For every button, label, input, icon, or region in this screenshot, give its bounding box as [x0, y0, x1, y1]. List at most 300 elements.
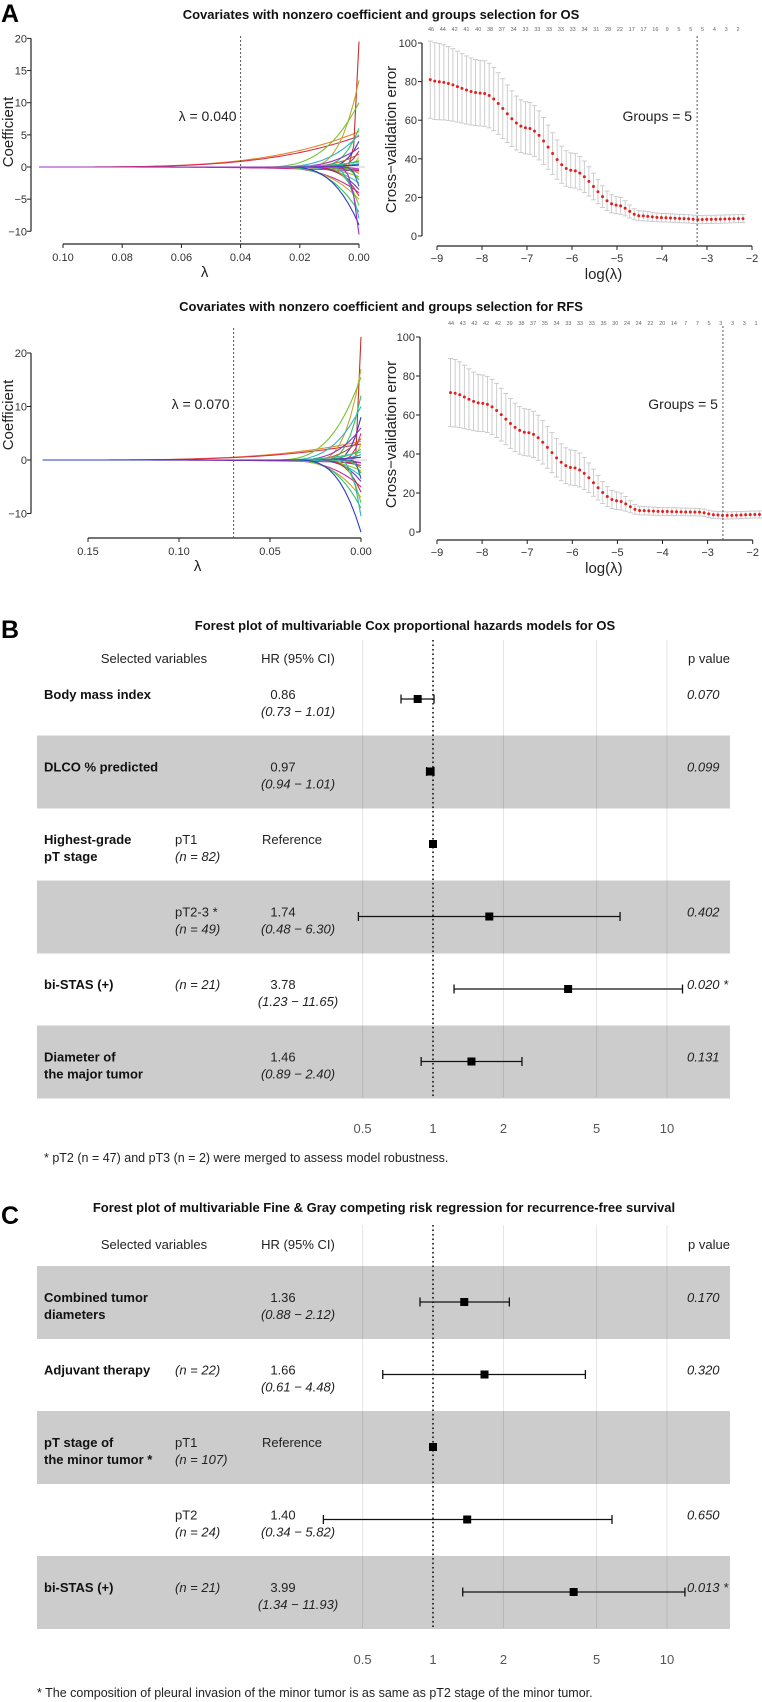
x-tick-label: 5 [592, 1121, 601, 1136]
cv-point [429, 78, 432, 81]
confidence-interval: (0.88 − 2.12) [260, 1307, 336, 1322]
coefficient-path-1 [39, 136, 359, 167]
nonzero-count-label: 30 [612, 321, 619, 327]
cv-point [597, 486, 600, 489]
cv-point [497, 102, 500, 105]
cv-point [510, 117, 513, 120]
hazard-ratio: 1.46 [270, 1049, 296, 1065]
x-tick-label: 1 [429, 1121, 437, 1136]
cv-point [728, 217, 731, 220]
x-tick-label: −6 [565, 253, 579, 265]
confidence-interval: (0.89 − 2.40) [260, 1066, 336, 1082]
y-tick-label: 0 [20, 455, 27, 467]
confidence-interval: (0.48 − 6.30) [260, 921, 336, 937]
cv-point [610, 498, 613, 501]
cv-point [592, 481, 595, 484]
cv-point [488, 94, 491, 97]
cv-point [514, 426, 517, 429]
subgroup-label: (n = 24) [175, 1524, 221, 1540]
coefficient-path-28 [39, 167, 359, 206]
x-tick-label: 0.00 [350, 546, 372, 558]
p-value: 0.131 [687, 1049, 720, 1065]
cv-point [726, 514, 729, 517]
hazard-ratio-marker [460, 1298, 468, 1306]
coefficient-path-28 [43, 460, 362, 503]
nonzero-count-label: 5 [689, 27, 693, 33]
x-tick-label: −8 [475, 253, 489, 265]
cv-point [518, 429, 521, 432]
cv-point [737, 217, 740, 220]
cv-point [620, 500, 623, 503]
panel-letter-b: B [1, 616, 20, 644]
cv-point [454, 392, 457, 395]
cv-point [550, 451, 553, 454]
x-tick-label: −9 [430, 253, 444, 265]
nonzero-count-label: 42 [483, 321, 490, 327]
cv-point [687, 217, 690, 220]
x-tick-label: 10 [659, 1652, 675, 1667]
subgroup-label: (n = 49) [175, 921, 221, 937]
shaded-row-band [37, 1411, 730, 1484]
cv-point [537, 436, 540, 439]
nonzero-count-label: 4 [712, 27, 716, 33]
x-tick-label: 0.04 [229, 252, 252, 264]
coefficient-path-26 [43, 460, 362, 492]
cv-point [596, 190, 599, 193]
cv-point [564, 464, 567, 467]
cv-point [504, 418, 507, 421]
cv-point [723, 218, 726, 221]
cv-point [701, 218, 704, 221]
nonzero-count-label: 17 [628, 27, 635, 33]
cv-point [479, 92, 482, 95]
cv-point [749, 513, 752, 516]
x-tick-label: −3 [701, 547, 714, 559]
cv-point [527, 431, 530, 434]
cv-point [495, 409, 498, 412]
x-tick-label: 2 [499, 1652, 508, 1667]
cv-point [483, 92, 486, 95]
header-hr: HR (95% CI) [261, 1237, 335, 1252]
cv-point [533, 130, 536, 133]
cv-point [610, 202, 613, 205]
panel-letter-c: C [1, 1202, 20, 1230]
cv-point [451, 83, 454, 86]
header-selected-variables: Selected variables [100, 651, 208, 666]
cv-point [638, 509, 641, 512]
cv-point [707, 512, 710, 515]
cv-point [463, 395, 466, 398]
lambda-annotation: λ = 0.070 [171, 396, 230, 412]
nonzero-count-label: 28 [605, 27, 612, 33]
y-tick-label: 40 [402, 449, 415, 461]
y-tick-label: 0 [410, 231, 417, 243]
cv-point [712, 513, 715, 516]
cv-point [574, 169, 577, 172]
cv-point [629, 505, 632, 508]
nonzero-count-label: 3 [731, 321, 735, 327]
hazard-ratio: Reference [262, 832, 322, 847]
cv-point [541, 441, 544, 444]
hazard-ratio: 3.99 [270, 1580, 296, 1595]
y-axis-label: Cross−validation error [383, 65, 400, 214]
cv-point [666, 510, 669, 513]
cv-point [703, 511, 706, 514]
cv-point [740, 514, 743, 517]
nonzero-count-label: 14 [670, 321, 677, 327]
hazard-ratio-marker [485, 913, 493, 921]
hazard-ratio-marker [481, 1371, 489, 1379]
lasso-os-title: Covariates with nonzero coefficient and groups selection for OS [182, 7, 580, 22]
coefficient-path-32 [39, 167, 359, 235]
cv-point [546, 446, 549, 449]
hazard-ratio: 1.66 [270, 1362, 296, 1378]
hazard-ratio-marker [414, 695, 422, 703]
nonzero-count-label: 37 [498, 27, 505, 33]
variable-label: pT stage of [44, 1435, 114, 1450]
cv-point [474, 91, 477, 94]
cv-point [523, 431, 526, 434]
hazard-ratio-marker [426, 768, 434, 776]
cv-point [619, 204, 622, 207]
x-tick-label: 2 [499, 1121, 508, 1136]
cv-point [693, 511, 696, 514]
coefficient-path-3 [39, 42, 359, 167]
x-tick-label: −6 [566, 547, 579, 559]
coefficient-path-30 [43, 460, 362, 516]
subgroup-label: pT1 [175, 1435, 198, 1450]
cv-point [606, 495, 609, 498]
cv-point [465, 89, 468, 92]
cv-point [615, 499, 618, 502]
variable-label: pT stage [44, 849, 98, 864]
y-tick-label: 20 [402, 488, 415, 500]
cv-point [735, 514, 738, 517]
variable-label: Combined tumor [44, 1290, 148, 1305]
y-tick-label: 80 [402, 371, 415, 383]
cv-point [615, 204, 618, 207]
x-tick-label: −5 [610, 253, 624, 265]
coefficient-path-0 [39, 132, 359, 167]
cv-point [583, 472, 586, 475]
nonzero-count-label: 9 [665, 27, 669, 33]
x-axis-label: log(λ) [584, 266, 623, 283]
x-tick-label: 0.15 [77, 546, 99, 558]
forest-os-title: Forest plot of multivariable Cox proportional hazards models for OS [194, 618, 616, 633]
x-tick-label: 0.10 [52, 252, 74, 264]
cv-point [442, 81, 445, 84]
cv-point [730, 514, 733, 517]
nonzero-count-label: 33 [546, 27, 553, 33]
y-tick-label: 40 [404, 153, 417, 166]
header-hr: HR (95% CI) [261, 651, 335, 666]
cv-point [560, 163, 563, 166]
cv-point [438, 80, 441, 83]
cv-point [578, 172, 581, 175]
cv-point [458, 393, 461, 396]
cv-point [675, 510, 678, 513]
forest-rfs-title: Forest plot of multivariable Fine & Gray competing risk regression for recurrence-free survival [92, 1200, 676, 1215]
cv-point [633, 213, 636, 216]
cv-point [592, 185, 595, 188]
cv-point [732, 217, 735, 220]
variable-label: the major tumor [44, 1066, 143, 1082]
nonzero-count-label: 34 [581, 27, 588, 33]
cv-point [538, 134, 541, 137]
confidence-interval: (0.34 − 5.82) [260, 1524, 336, 1540]
cv-point [680, 510, 683, 513]
nonzero-count-label: 20 [659, 321, 666, 327]
nonzero-count-label: 17 [640, 27, 647, 33]
y-tick-label: 80 [404, 76, 417, 89]
y-tick-label: 20 [404, 192, 417, 205]
x-tick-label: −2 [746, 547, 759, 559]
cv-point [486, 403, 489, 406]
nonzero-count-label: 41 [463, 27, 470, 33]
y-tick-label: 20 [14, 348, 27, 360]
coefficient-path-20 [39, 167, 359, 177]
nonzero-count-label: 7 [684, 321, 688, 327]
cv-point [742, 217, 745, 220]
cv-point [678, 217, 681, 220]
cv-point [601, 491, 604, 494]
x-tick-label: 0.08 [111, 252, 133, 264]
cv-point [515, 122, 518, 125]
cv-point [758, 513, 761, 516]
y-tick-label: −10 [8, 226, 27, 239]
cv-point [556, 158, 559, 161]
subgroup-label: (n = 107) [175, 1452, 228, 1467]
variable-label: Diameter of [44, 1049, 116, 1065]
cv-point [655, 216, 658, 219]
nonzero-count-label: 24 [623, 321, 631, 327]
cv-point [689, 511, 692, 514]
nonzero-count-label: 3 [719, 321, 723, 327]
cv-point [470, 90, 473, 93]
y-axis-label: Coefficient [0, 379, 17, 451]
variable-label: bi-STAS (+) [44, 1580, 114, 1595]
x-tick-label: −3 [700, 253, 714, 265]
nonzero-count-label: 31 [593, 27, 600, 33]
x-tick-label: −8 [475, 547, 489, 559]
subgroup-label: pT2-3 * [175, 904, 218, 920]
hazard-ratio-marker [429, 1443, 437, 1451]
cv-point [606, 199, 609, 202]
coefficient-path-30 [39, 167, 359, 218]
y-tick-label: 10 [14, 97, 27, 110]
nonzero-count-label: 5 [707, 321, 711, 327]
y-tick-label: 60 [402, 410, 415, 422]
variable-label: bi-STAS (+) [44, 977, 114, 992]
cv-point [578, 468, 581, 471]
y-axis-label: Coefficient [0, 96, 17, 168]
groups-annotation: Groups = 5 [648, 396, 718, 412]
nonzero-count-label: 35 [541, 321, 548, 327]
cv-point [664, 216, 667, 219]
cv-point [587, 476, 590, 479]
cv-point [753, 513, 756, 516]
nonzero-count-label: 34 [553, 321, 560, 327]
nonzero-count-label: 34 [510, 27, 517, 33]
nonzero-count-label: 3 [724, 27, 728, 33]
cv-point [710, 218, 713, 221]
cv-point [698, 511, 701, 514]
subgroup-label: pT1 [175, 832, 198, 847]
coefficient-path-5 [43, 377, 362, 460]
p-value: 0.070 [687, 687, 720, 702]
footnote: * pT2 (n = 47) and pT3 (n = 2) were merged to assess model robustness. [44, 1151, 449, 1165]
nonzero-count-label: 46 [427, 27, 435, 33]
nonzero-count-label: 22 [647, 321, 654, 327]
hazard-ratio-marker [467, 1058, 475, 1066]
nonzero-count-label: 22 [616, 27, 623, 33]
cv-point [500, 413, 503, 416]
nonzero-count-label: 16 [652, 27, 659, 33]
x-tick-label: 0.05 [259, 546, 281, 558]
confidence-interval: (0.73 − 1.01) [260, 704, 336, 719]
coefficient-path-9 [43, 428, 362, 460]
nonzero-count-label: 40 [475, 27, 482, 33]
y-tick-label: −5 [14, 194, 27, 207]
cv-point [547, 146, 550, 149]
nonzero-count-label: 38 [486, 27, 494, 33]
variable-label: the minor tumor * [44, 1452, 153, 1467]
subgroup-label: pT2 [175, 1507, 198, 1523]
x-tick-label: −2 [745, 253, 759, 265]
subgroup-label: (n = 22) [175, 1362, 221, 1378]
coefficient-path-27 [39, 167, 359, 199]
nonzero-count-label: 33 [522, 27, 529, 33]
coefficient-path-29 [43, 460, 362, 508]
hazard-ratio: 1.36 [270, 1290, 296, 1305]
cv-point [532, 433, 535, 436]
cv-point [716, 514, 719, 517]
cv-point [652, 510, 655, 513]
variable-label: diameters [44, 1307, 106, 1322]
cv-point [433, 80, 436, 83]
cv-point [509, 422, 512, 425]
cv-point [705, 218, 708, 221]
cv-point [528, 127, 531, 130]
cv-point [456, 85, 459, 88]
nonzero-count-label: 2 [736, 27, 740, 33]
cv-point [481, 402, 484, 405]
cv-point [646, 215, 649, 218]
cv-point [651, 215, 654, 218]
hazard-ratio: 0.86 [270, 687, 296, 702]
nonzero-count-label: 33 [588, 321, 595, 327]
cv-point [569, 169, 572, 172]
cv-point [647, 509, 650, 512]
coefficient-path-8 [43, 417, 362, 460]
y-tick-label: −10 [8, 508, 27, 521]
cv-point [642, 214, 645, 217]
cv-point [449, 391, 452, 394]
cv-point [643, 509, 646, 512]
nonzero-count-label: 39 [506, 321, 513, 327]
nonzero-count-label: 5 [701, 27, 705, 33]
coefficient-path-25 [43, 460, 362, 487]
y-tick-label: 60 [404, 115, 417, 128]
nonzero-count-label: 42 [494, 321, 501, 327]
cv-point [491, 405, 494, 408]
subgroup-label: (n = 21) [175, 977, 221, 992]
cv-point [670, 510, 673, 513]
p-value: 0.170 [687, 1290, 720, 1305]
cv-point [519, 125, 522, 128]
cv-point [744, 513, 747, 516]
cv-point [657, 510, 660, 513]
nonzero-count-label: 42 [451, 27, 458, 33]
cv-point [633, 508, 636, 511]
x-tick-label: 0.5 [353, 1121, 372, 1136]
hazard-ratio: 0.97 [270, 759, 296, 775]
cv-point [684, 510, 687, 513]
cv-point [565, 167, 568, 170]
variable-label: DLCO % predicted [44, 759, 159, 775]
p-value: 0.020 * [687, 977, 729, 992]
nonzero-count-label: 1 [754, 321, 758, 327]
nonzero-count-label: 33 [557, 27, 564, 33]
p-value: 0.099 [687, 759, 720, 775]
shaded-row-band [37, 1026, 730, 1099]
cv-point [587, 180, 590, 183]
lambda-annotation: λ = 0.040 [178, 108, 237, 124]
cv-point [719, 218, 722, 221]
y-tick-label: 0 [20, 162, 27, 174]
cv-point [501, 107, 504, 110]
nonzero-count-label: 7 [695, 321, 699, 327]
y-tick-label: 15 [14, 65, 27, 78]
hazard-ratio: Reference [262, 1435, 322, 1450]
cv-point [460, 87, 463, 90]
x-tick-label: −5 [611, 547, 624, 559]
confidence-interval: (0.61 − 4.48) [260, 1379, 336, 1395]
nonzero-count-label: 43 [459, 321, 466, 327]
cv-point [542, 139, 545, 142]
cv-point [467, 398, 470, 401]
x-tick-label: 0.10 [168, 546, 190, 558]
variable-label: Highest-grade [44, 832, 132, 847]
hazard-ratio: 1.40 [270, 1507, 296, 1523]
x-tick-label: 0.06 [170, 252, 193, 264]
cv-point [714, 218, 717, 221]
hazard-ratio: 3.78 [270, 977, 296, 992]
nonzero-count-label: 44 [447, 321, 455, 327]
y-tick-label: 100 [396, 332, 415, 344]
hazard-ratio-marker [463, 1516, 471, 1524]
x-tick-label: 10 [659, 1121, 675, 1136]
cv-point [624, 502, 627, 505]
hazard-ratio-marker [429, 840, 437, 848]
cv-point [447, 82, 450, 85]
x-tick-label: 0.5 [353, 1652, 372, 1667]
cv-point [624, 207, 627, 210]
subgroup-label: (n = 21) [175, 1580, 221, 1595]
variable-label: Body mass index [44, 687, 151, 702]
x-tick-label: −7 [520, 547, 534, 559]
lasso-rfs-title: Covariates with nonzero coefficient and groups selection for RFS [179, 299, 583, 314]
nonzero-count-label: 35 [600, 321, 607, 327]
coefficient-path-4 [43, 369, 362, 460]
cv-point [472, 400, 475, 403]
y-tick-label: 10 [14, 401, 27, 414]
x-tick-label: −7 [520, 253, 534, 265]
cv-point [574, 466, 577, 469]
header-p-value: p value [688, 651, 730, 666]
nonzero-count-label: 44 [439, 27, 446, 33]
cv-point [660, 216, 663, 219]
